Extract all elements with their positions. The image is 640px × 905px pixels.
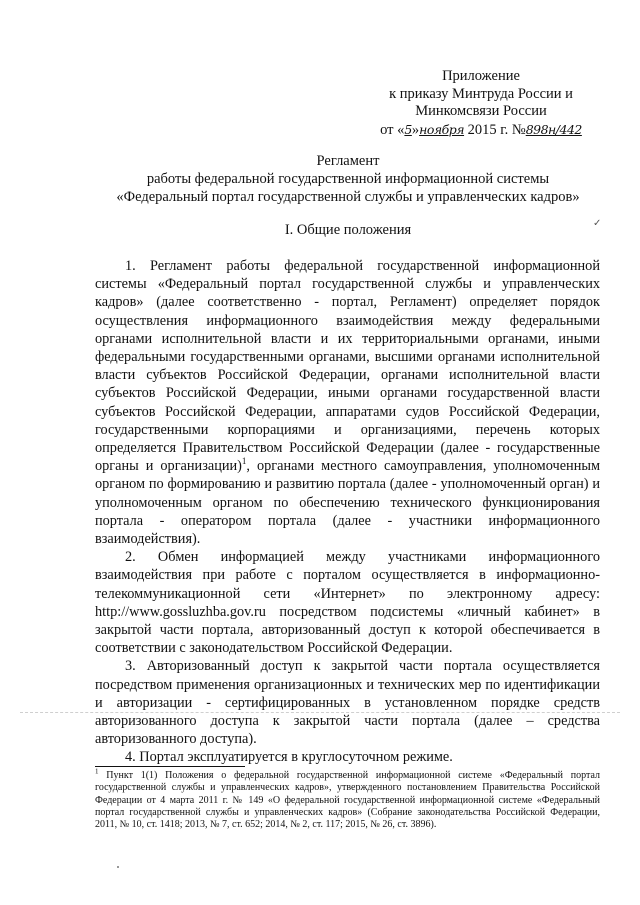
handwritten-day: 5 — [404, 121, 412, 137]
footnote-divider — [95, 766, 245, 767]
document-title — [60, 152, 636, 206]
date-prefix: от « — [380, 121, 405, 138]
title-line-1: Регламент — [316, 153, 380, 169]
footnote-ref: 1 — [241, 456, 247, 467]
margin-mark: ✓ — [593, 218, 602, 229]
date-sep: » — [411, 121, 420, 138]
paragraph-2: 2. Обмен информацией между участниками информационного взаимодействия при работе с порталом осуществляется в информационно-телекоммуникационной сети «Интернет» по электронному адресу: http://www.gossluzhba.gov.ru посредством подсистемы «личный кабинет» в закрытой части портала, авторизованный доступ к которой обеспечивается в соответствии с законодательством Российской Федерации. — [95, 549, 600, 657]
appendix-label: Приложение — [442, 68, 520, 84]
paragraph-4: 4. Портал эксплуатируется в круглосуточном режиме. — [125, 749, 453, 766]
document-body — [95, 257, 600, 767]
date-year: 2015 г. № — [464, 121, 526, 138]
footnote — [95, 767, 600, 831]
appendix-date-line — [350, 121, 612, 140]
handwritten-number: 898н/442 — [525, 121, 582, 137]
paragraph-1-tail: , органами местного самоуправления, уполномоченным органом по формированию и развитию портала (далее - уполномоченный орган) и уполномоченным органом по обеспечению технического функционирования портала - оператором портала (далее - участники информационного взаимодействия). — [95, 458, 600, 548]
paragraph-1-text: 1. Регламент работы федеральной государственной информационной системы «Федеральный портал государственной службы и управленческих кадров» (далее соответственно - портал, Регламент) определяет порядок осуществления информационного взаимодействия между федеральными органами исполнительной власти и их территориальными органами, иными федеральными государственными органами, высшими органами исполнительной власти субъектов Российской Федерации, органами исполнительной власти субъектов Российской Федерации, иными органами государственной власти субъектов Российской Федерации, аппаратами судов Российской Федерации, государственными корпорациями и организациями, перечень которых определяется Правительством Российской Федерации (далее - государственные органы и организации) — [95, 258, 600, 475]
section-heading: I. Общие положения — [284, 222, 412, 238]
footnote-mark: 1 — [95, 767, 99, 776]
handwritten-month: ноября — [419, 121, 465, 137]
scan-speck — [117, 866, 119, 868]
title-line-3: «Федеральный портал государственной службы и управленческих кадров» — [116, 189, 580, 205]
appendix-order-ref: к приказу Минтруда России и — [389, 85, 573, 102]
title-line-2: работы федеральной государственной информационной системы — [146, 171, 550, 187]
footnote-text: Пункт 1(1) Положения о федеральной государственной информационной системе «Федеральный портал государственной службы и управленческих кадров», утвержденного постановлением Правительства Российской Федерации от 4 марта 2011 г. № 149 «О федеральной государственной информационной системе «Федеральный портал государственной службы и управленческих кадров» (Собрание законодательства Российской Федерации, 2011, № 10, ст. 1418; 2013, № 7, ст. 652; 2014, № 2, ст. 117; 2015, № 26, ст. 3896). — [95, 770, 600, 831]
appendix-ministry: Минкомсвязи России — [415, 103, 547, 119]
paragraph-3: 3. Авторизованный доступ к закрытой части портала осуществляется посредством применения организационных и технических мер по идентификации и авторизации - сертифицированных в установленном порядке средств авторизованного доступа к закрытой части портала (далее – средства авторизованного доступа). — [95, 658, 600, 748]
appendix-header — [350, 68, 612, 139]
scan-artifact-line — [20, 712, 620, 713]
paragraph-1 — [95, 257, 600, 548]
